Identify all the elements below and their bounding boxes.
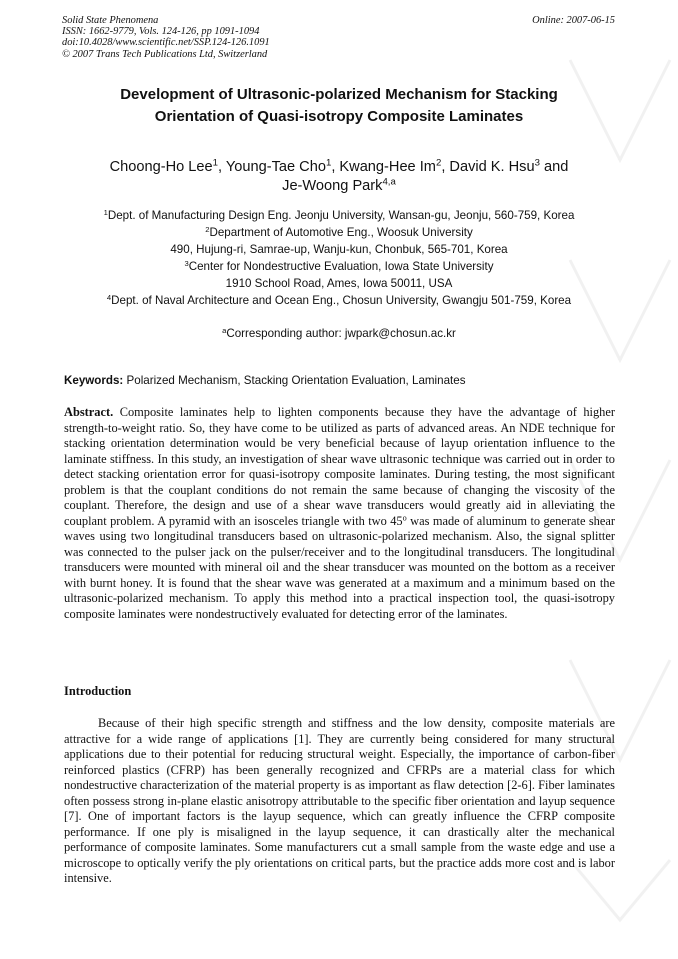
journal-name: Solid State Phenomena bbox=[62, 15, 159, 26]
author-name: Choong-Ho Lee bbox=[109, 159, 213, 175]
author-line-1: Choong-Ho Lee$^1$, Young-Tae Cho$^1$, Kwang-Hee Im$^2$, David K. Hsu$^3$ and bbox=[109, 157, 569, 175]
abstract-text-1: Composite laminates help to lighten components because they have the advantage of higher strength-to-weight ratio. So, they have come to be utilized as parts of advanced areas. An NDE technique for stacking orientation determination would be very beneficial because of layup orientation influence to the laminate stiffness. In this study, an investigation of shear wave ultrasonic technique was carried out in order to detect stacking orientation error for quasi-isotropy composite laminates. During testing, the most significant problem is that the couplant conditions do not remain the same because of changing the viscosity of the couplant. Therefore, the design and use of a shear wave transducers would greatly aid in alleviating the couplant problem. A pyramid with an isosceles triangle with two 45 bbox=[64, 405, 615, 528]
and-word: and bbox=[544, 159, 569, 175]
keywords-text: Polarized Mechanism, Stacking Orientation Evaluation, Laminates bbox=[126, 374, 466, 387]
affil-number: 4 bbox=[106, 292, 112, 302]
title-line-2: Orientation of Quasi-isotropy Composite Laminates bbox=[154, 108, 524, 125]
affiliation-line: $^4$Dept. of Naval Architecture and Ocean Eng., Chosun University, Gwangju 501-759, Korea bbox=[106, 292, 572, 307]
affil-number: 3 bbox=[184, 258, 189, 268]
author-name: Kwang-Hee Im bbox=[339, 159, 436, 175]
author-name: Young-Tae Cho bbox=[225, 159, 326, 175]
affil-mark: 1 bbox=[212, 157, 219, 169]
abstract bbox=[64, 405, 615, 622]
author-name: David K. Hsu bbox=[449, 159, 535, 175]
title-line-1: Development of Ultrasonic-polarized Mechanism for Stacking bbox=[120, 86, 558, 103]
journal-header bbox=[62, 15, 270, 60]
author-name: Je-Woong Park bbox=[282, 178, 383, 194]
doi-line: doi:10.4028/www.scientific.net/SSP.124-126.1091 bbox=[62, 37, 270, 49]
copyright-line: © 2007 Trans Tech Publications Ltd, Switzerland bbox=[62, 48, 268, 60]
paper-title bbox=[62, 84, 616, 128]
author-list bbox=[62, 158, 616, 196]
affil-mark: 3 bbox=[534, 157, 540, 169]
introduction-heading: Introduction bbox=[64, 684, 132, 698]
abstract-label: Abstract. bbox=[64, 405, 114, 419]
affil-number: 2 bbox=[205, 224, 210, 234]
online-date: Online: 2007-06-15 bbox=[532, 15, 615, 26]
corr-mark: a bbox=[222, 325, 227, 335]
author-line-2 bbox=[62, 177, 616, 196]
corresponding-author bbox=[62, 327, 616, 340]
affiliations bbox=[62, 207, 616, 309]
degree-mark: o bbox=[402, 513, 407, 522]
keywords bbox=[64, 374, 616, 387]
affiliation-line: 1910 School Road, Ames, Iowa 50011, USA bbox=[225, 277, 453, 290]
introduction-paragraph: Because of their high specific strength and stiffness and the low density, composite materials are attractive for a wide range of applications [1]. They are currently being considered for many structural applications due to their potential for reducing structural weight. Especially, the importance of carbon-fiber reinforced plastics (CFRP) has been generally recognized and CFRPs are a material class for which nondestructive characterization of the material property is as important as flaw detection [2-6]. Fiber laminates often possess strong in-plane elastic anisotropy attributable to the specific fiber orientation and layup sequence [7]. One of important factors is the layup sequence, which can greatly influence the CFRP composite performance. If one ply is misaligned in the layup sequence, it can drastically alter the mechanical performance of composite laminates. Some manufacturers cut a small sample from the waste edge and use a microscope to optically verify the ply orientations on critical parts, but the practice adds more cost and is labor intensive. bbox=[64, 716, 615, 885]
affiliation-line: 490, Hujung-ri, Samrae-up, Wanju-kun, Chonbuk, 565-701, Korea bbox=[170, 243, 508, 256]
affil-mark: 1 bbox=[325, 157, 332, 169]
abstract-text-2: was made of aluminum to generate shear waves using two longitudinal transducers based on ultrasonic-polarized mechanism. Also, the signal splitter was connected to the pulser jack on the pulser/receiver and to the longitudinal transducers. The longitudinal transducers were mounted with mineral oil and the shear transducer was mounted on the bottom as a receiver with burnt honey. It is found that the shear wave was generated at a maximum and a minimum based on the ultrasonic-polarized mechanism. To apply this method into a practical inspection tool, the quasi-isotropy composite laminates were nondestructively evaluated for detecting error of the laminates. bbox=[64, 513, 616, 621]
affiliation-line: $^1$Dept. of Manufacturing Design Eng. Jeonju University, Wansan-gu, Jeonju, 560-759, Korea bbox=[103, 207, 575, 222]
affiliation-line: $^3$Center for Nondestructive Evaluation, Iowa State University bbox=[184, 258, 494, 273]
affil-mark: 4,a bbox=[382, 176, 396, 188]
affil-number: 1 bbox=[103, 207, 108, 217]
affiliation-line: $^2$Department of Automotive Eng., Woosuk University bbox=[205, 224, 473, 239]
issn-line: ISSN: 1662-9779, Vols. 124-126, pp 1091-1094 bbox=[62, 26, 260, 38]
affil-mark: 2 bbox=[435, 157, 442, 169]
keywords-label: Keywords: bbox=[64, 374, 124, 387]
corr-email-text: Corresponding author: jwpark@chosun.ac.kr bbox=[226, 327, 456, 340]
